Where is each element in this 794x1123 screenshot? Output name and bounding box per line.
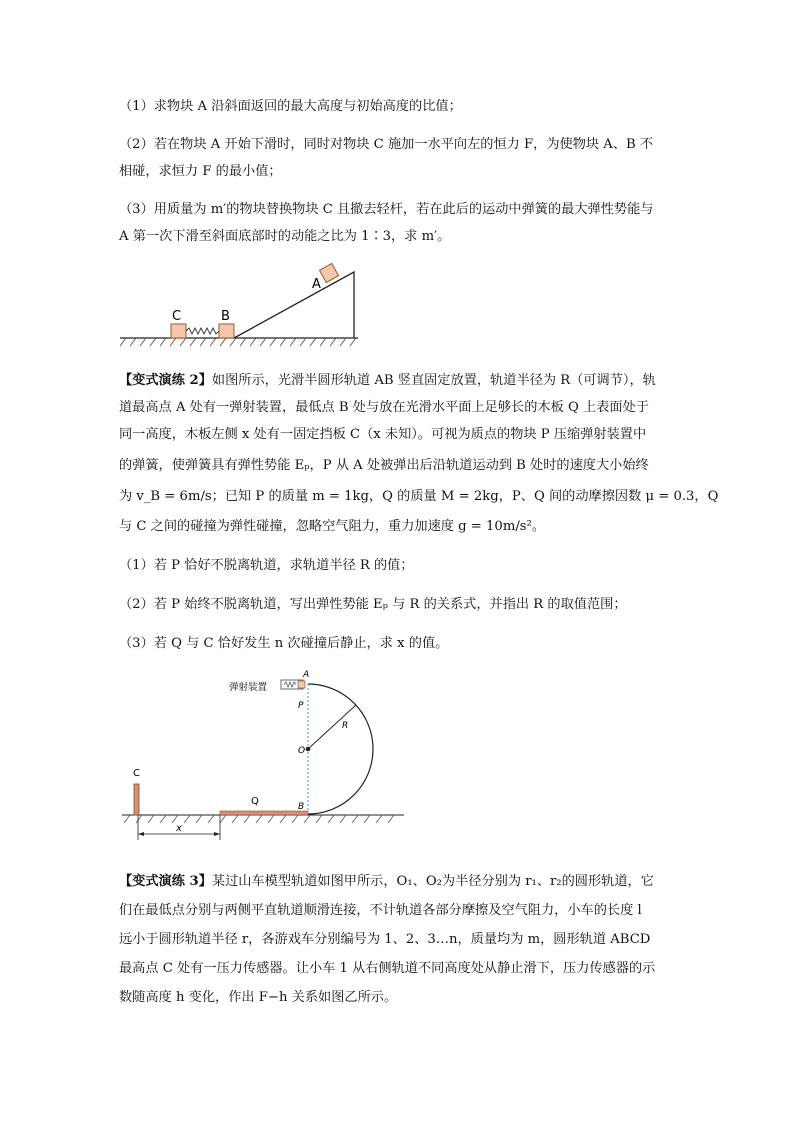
ex2-line2: 道最高点 A 处有一弹射装置，最低点 B 处与放在光滑水平面上足够长的木板 Q 上表面处于 <box>119 400 649 415</box>
block-a <box>319 263 338 282</box>
label-o: O <box>298 746 306 756</box>
figure-incline-spring <box>118 262 368 350</box>
ex2-line5: 为 v_B = 6m/s；已知 P 的质量 m = 1kg，Q 的质量 M = 2kg，P、Q 间的动摩擦因数 μ = 0.3，Q <box>119 489 719 504</box>
center-o <box>306 747 311 752</box>
ex2-line6: 与 C 之间的碰撞为弹性碰撞，忽略空气阻力，重力加速度 g = 10m/s²。 <box>119 519 546 534</box>
block-p <box>298 681 305 688</box>
ex2-line3: 同一高度，木板左侧 x 处有一固定挡板 C（x 未知）。可视为质点的物块 P 压缩弹射装置中 <box>119 427 647 442</box>
label-c-2: C <box>133 768 140 779</box>
ex2-line1: 【变式演练 2】如图所示，光滑半圆形轨道 AB 竖直固定放置，轨道半径为 R（可调节），轨 <box>119 373 656 388</box>
figure-semicircle-track <box>118 664 408 846</box>
label-a: A <box>312 277 321 292</box>
barrier-c <box>134 784 139 815</box>
radius-line <box>308 705 356 749</box>
q1-part3-line1: （3）用质量为 m′的物块替换物块 C 且撤去轻杆，若在此后的运动中弹簧的最大弹性势能与 <box>119 202 654 217</box>
ex3-line4: 最高点 C 处有一压力传感器。让小车 1 从右侧轨道不同高度处从静止滑下，压力传感器的示 <box>119 961 656 976</box>
ex3-line5: 数随高度 h 变化，作出 F−h 关系如图乙所示。 <box>119 990 398 1005</box>
q1-part3-line2: A 第一次下滑至斜面底部时的动能之比为 1∶3，求 m′。 <box>119 229 451 244</box>
q1-part2-line2: 相碰，求恒力 F 的最小值； <box>119 164 282 179</box>
label-b-2: B <box>298 802 305 812</box>
ex3-line3: 远小于圆形轨道半径 r，各游戏车分别编号为 1、2、3…n，质量均为 m，圆形轨道 ABCD <box>119 932 651 947</box>
ex2-sub1: （1）若 P 恰好不脱离轨道，求轨道半径 R 的值； <box>119 558 414 573</box>
label-b: B <box>221 309 230 324</box>
label-r: R <box>342 721 349 731</box>
ex2-line4: 的弹簧，使弹簧具有弹性势能 Eₚ，P 从 A 处被弹出后沿轨道运动到 B 处时的速度大小始终 <box>119 458 649 473</box>
launcher-label: 弹射装置 <box>229 682 268 693</box>
label-p: P <box>298 701 304 711</box>
ex2-heading: 【变式演练 2】 <box>119 373 212 388</box>
ground-hatch-2 <box>124 815 394 823</box>
label-x: x <box>176 823 182 834</box>
ex3-line1: 【变式演练 3】某过山车模型轨道如图甲所示，O₁、O₂为半径分别为 r₁、r₂的圆形轨道，它 <box>119 874 654 889</box>
ex2-sub3: （3）若 Q 与 C 恰好发生 n 次碰撞后静止，求 x 的值。 <box>119 636 449 651</box>
spring <box>186 328 219 334</box>
ex3-heading: 【变式演练 3】 <box>119 874 212 889</box>
incline <box>234 272 354 338</box>
label-q: Q <box>251 796 259 807</box>
label-a-2: A <box>303 670 310 680</box>
semicircle-track <box>308 684 373 814</box>
board-q <box>220 811 308 815</box>
label-c: C <box>172 309 182 324</box>
ground-hatch <box>120 338 356 346</box>
ex2-sub2: （2）若 P 始终不脱离轨道，写出弹性势能 Eₚ 与 R 的关系式，并指出 R 的取值范围； <box>119 597 627 612</box>
block-c <box>171 324 186 338</box>
q1-part2-line1: （2）若在物块 A 开始下滑时，同时对物块 C 施加一水平向左的恒力 F，为使物块 A、B 不 <box>119 137 654 152</box>
q1-part1: （1）求物块 A 沿斜面返回的最大高度与初始高度的比值； <box>119 99 462 114</box>
block-b <box>219 324 234 338</box>
ex3-line2: 们在最低点分别与两侧平直轨道顺滑连接，不计轨道各部分摩擦及空气阻力，小车的长度 l <box>119 903 642 918</box>
